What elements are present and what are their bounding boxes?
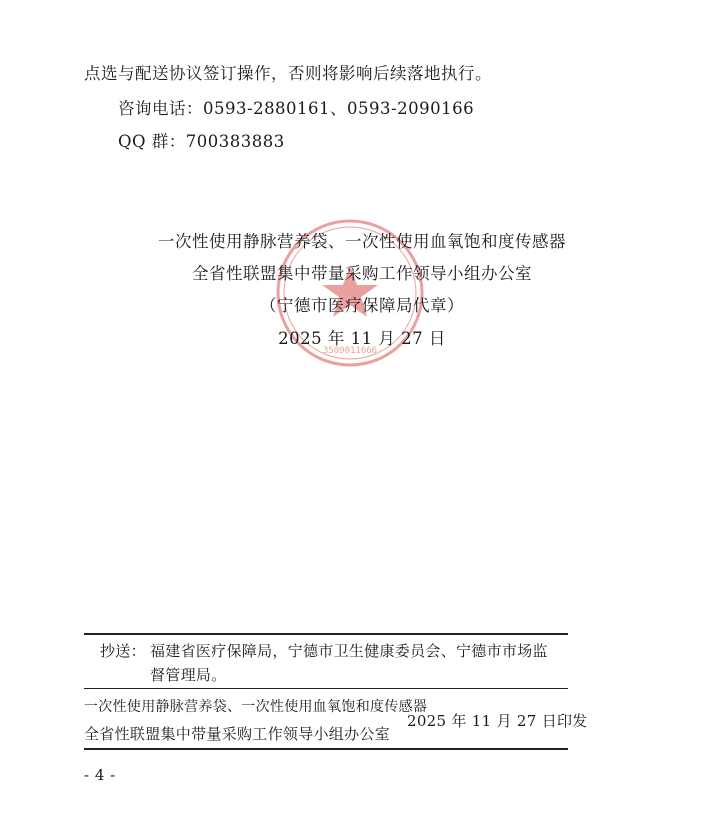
body-text-line: 点选与配送协议签订操作，否则将影响后续落地执行。 [84,64,492,83]
issue-date: 2025 年 11 月 27 日印发 [407,712,588,730]
issuer-line1: 一次性使用静脉营养袋、一次性使用血氧饱和度传感器 [84,699,428,715]
signature-org-line2: 全省性联盟集中带量采购工作领导小组办公室 [192,264,532,283]
cc-recipients-line1: 福建省医疗保障局，宁德市卫生健康委员会、宁德市市场监 [150,642,548,660]
page-number: - 4 - [84,766,116,784]
footer-top-rule [84,633,568,635]
contact-phone: 咨询电话：0593-2880161、0593-2090166 [118,99,475,118]
seal-number: 3509011666 [322,346,378,356]
signature-proxy: （宁德市医疗保障局代章） [260,296,464,315]
footer-bottom-rule [84,748,568,750]
signature-date: 2025 年 11 月 27 日 [278,329,446,348]
issuer-line2: 全省性联盟集中带量采购工作领导小组办公室 [84,725,391,743]
footer-middle-rule [84,688,568,689]
cc-recipients-line2: 督管理局。 [150,666,227,684]
contact-qq: QQ 群：700383883 [118,132,285,151]
cc-label: 抄送： [100,642,146,660]
signature-org-line1: 一次性使用静脉营养袋、一次性使用血氧饱和度传感器 [158,232,566,251]
